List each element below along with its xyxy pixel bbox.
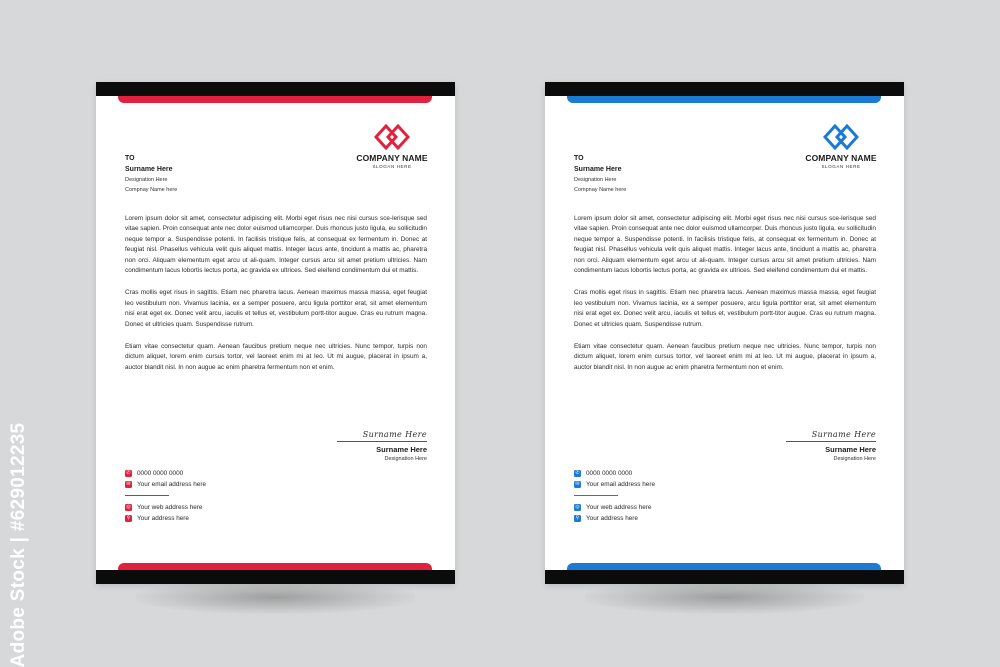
phone-icon: ✆ <box>575 470 580 476</box>
letterhead-sheet <box>96 82 455 584</box>
web-icon: ◎ <box>575 504 580 510</box>
company-name: COMPANY NAME <box>805 153 877 163</box>
signature-line <box>337 441 427 442</box>
recipient-company: Compnay Name here <box>574 187 627 193</box>
recipient-name: Surname Here <box>125 166 173 173</box>
sheet-shadow <box>136 580 415 614</box>
signature-block <box>786 430 876 462</box>
signer-designation: Designation Here <box>384 456 427 462</box>
company-name: COMPANY NAME <box>356 153 428 163</box>
location-icon: ⚲ <box>126 515 131 521</box>
address-text: Your address here <box>137 515 189 522</box>
email-text: Your email address here <box>137 481 207 488</box>
web-text: Your web address here <box>137 504 203 511</box>
top-black-band <box>96 82 455 96</box>
phone-text: 0000 0000 0000 <box>137 470 184 477</box>
phone-icon: ✆ <box>126 470 131 476</box>
contact-block <box>125 468 206 524</box>
recipient-block <box>574 154 626 195</box>
email-icon: ✉ <box>126 481 131 487</box>
body-paragraph-1: Lorem ipsum dolor sit amet, consectetur adipiscing elit. Morbi eget risus nec nisi cursus sce-lerisque sed vitae sapien. Proin consequat ante nec dolor euismod ullamcorper. Duis rhoncus justo ligula, eu sollicitudin neque tempor a. Suspendisse potenti. In facilisis tristique felis, at consequat ex fermentum in. Donec at feugiat nisl. Phasellus vehicula velit quis aliquet mattis. Integer lacus ante, tincidunt a mattis ac, pharetra non orci. Aliquam elementum eget arcu ut ali-quam. Integer cursus arcu sit amet pretium ultricies. Nam condimentum lacus lobortis lectus porta, ac gravida ex ultrices. Sed eleifend condimentum dui et mattis. <box>125 215 427 275</box>
contact-web <box>574 502 655 513</box>
contact-phone <box>574 468 655 479</box>
signer-name: Surname Here <box>825 445 876 454</box>
bottom-accent-bar <box>118 563 432 570</box>
signature-line <box>786 441 876 442</box>
watermark-text: Adobe Stock | #629012235 <box>8 422 29 667</box>
contact-address <box>125 513 206 524</box>
recipient-company: Compnay Name here <box>125 187 178 193</box>
contact-email <box>125 479 206 490</box>
contact-divider <box>125 495 169 496</box>
bottom-black-band <box>545 570 904 584</box>
location-icon: ⚲ <box>575 515 580 521</box>
bottom-accent-bar <box>567 563 881 570</box>
handwritten-signature: Surname Here <box>362 430 427 439</box>
body-paragraph-2: Cras mollis eget risus in sagittis. Etiam nec pharetra lacus. Aenean maximus massa massa, eget feugiat leo vestibulum non. Vivamus lacinia, ex a semper posuere, arcu ligula porttitor erat, sit amet elementum nisi erat eget ex. Donec velit arcu, iaculis et tellus et, vestibulum portt-titor augue. Cras eu rutrum magna. Donec et ultricies quam. Suspendisse rutrum. <box>125 289 427 328</box>
top-accent-bar <box>567 96 881 103</box>
handwritten-signature: Surname Here <box>811 430 876 439</box>
recipient-designation: Designation Here <box>125 177 168 183</box>
company-logo <box>801 124 881 169</box>
signer-designation: Designation Here <box>833 456 876 462</box>
letterhead-sheet <box>545 82 904 584</box>
recipient-name: Surname Here <box>574 166 622 173</box>
to-label: TO <box>125 155 135 162</box>
top-black-band <box>545 82 904 96</box>
letter-body <box>574 214 876 385</box>
contact-block <box>574 468 655 524</box>
contact-address <box>574 513 655 524</box>
email-icon: ✉ <box>575 481 580 487</box>
phone-text: 0000 0000 0000 <box>586 470 633 477</box>
signature-block <box>337 430 427 462</box>
top-accent-bar <box>118 96 432 103</box>
stock-watermark-side-text <box>6 422 32 667</box>
body-paragraph-1: Lorem ipsum dolor sit amet, consectetur adipiscing elit. Morbi eget risus nec nisi cursus sce-lerisque sed vitae sapien. Proin consequat ante nec dolor euismod ullamcorper. Duis rhoncus justo ligula, eu sollicitudin neque tempor a. Suspendisse potenti. In facilisis tristique felis, at consequat ex fermentum in. Donec at feugiat nisl. Phasellus vehicula velit quis aliquet mattis. Integer lacus ante, tincidunt a mattis ac, pharetra non orci. Aliquam elementum eget arcu ut ali-quam. Integer cursus arcu sit amet pretium ultricies. Nam condimentum lacus lobortis lectus porta, ac gravida ex ultrices. Sed eleifend condimentum dui et mattis. <box>574 215 876 275</box>
recipient-designation: Designation Here <box>574 177 617 183</box>
body-paragraph-2: Cras mollis eget risus in sagittis. Etiam nec pharetra lacus. Aenean maximus massa massa, eget feugiat leo vestibulum non. Vivamus lacinia, ex a semper posuere, arcu ligula porttitor erat, sit amet elementum nisi erat eget ex. Donec velit arcu, iaculis et tellus et, vestibulum portt-titor augue. Cras eu rutrum magna. Donec et ultricies quam. Suspendisse rutrum. <box>574 289 876 328</box>
email-text: Your email address here <box>586 481 656 488</box>
company-logo <box>352 124 432 169</box>
contact-web <box>125 502 206 513</box>
address-text: Your address here <box>586 515 638 522</box>
contact-phone <box>125 468 206 479</box>
company-slogan: SLOGAN HERE <box>821 164 861 169</box>
recipient-block <box>125 154 177 195</box>
letterhead-red <box>96 82 455 584</box>
to-label: TO <box>574 155 584 162</box>
diamond-logo-icon <box>374 124 410 150</box>
body-paragraph-3: Etiam vitae consectetur quam. Aenean faucibus pretium neque nec ultricies. Nunc tempor, turpis non dictum aliquet, lorem enim cursus tortor, vel laoreet enim mi at leo. Ut mi augue, placerat in ipsum a, auctor blandit nisl. In non augue ac enim pharetra fermentum non et enim. <box>125 343 427 371</box>
body-paragraph-3: Etiam vitae consectetur quam. Aenean faucibus pretium neque nec ultricies. Nunc tempor, turpis non dictum aliquet, lorem enim cursus tortor, vel laoreet enim mi at leo. Ut mi augue, placerat in ipsum a, auctor blandit nisl. In non augue ac enim pharetra fermentum non et enim. <box>574 343 876 371</box>
signer-name: Surname Here <box>376 445 427 454</box>
web-text: Your web address here <box>586 504 652 511</box>
letterhead-blue <box>545 82 904 584</box>
sheet-shadow <box>585 580 864 614</box>
company-slogan: SLOGAN HERE <box>372 164 412 169</box>
web-icon: ◎ <box>126 504 131 510</box>
diamond-logo-icon <box>823 124 859 150</box>
contact-divider <box>574 495 618 496</box>
bottom-black-band <box>96 570 455 584</box>
contact-email <box>574 479 655 490</box>
letter-body <box>125 214 427 385</box>
